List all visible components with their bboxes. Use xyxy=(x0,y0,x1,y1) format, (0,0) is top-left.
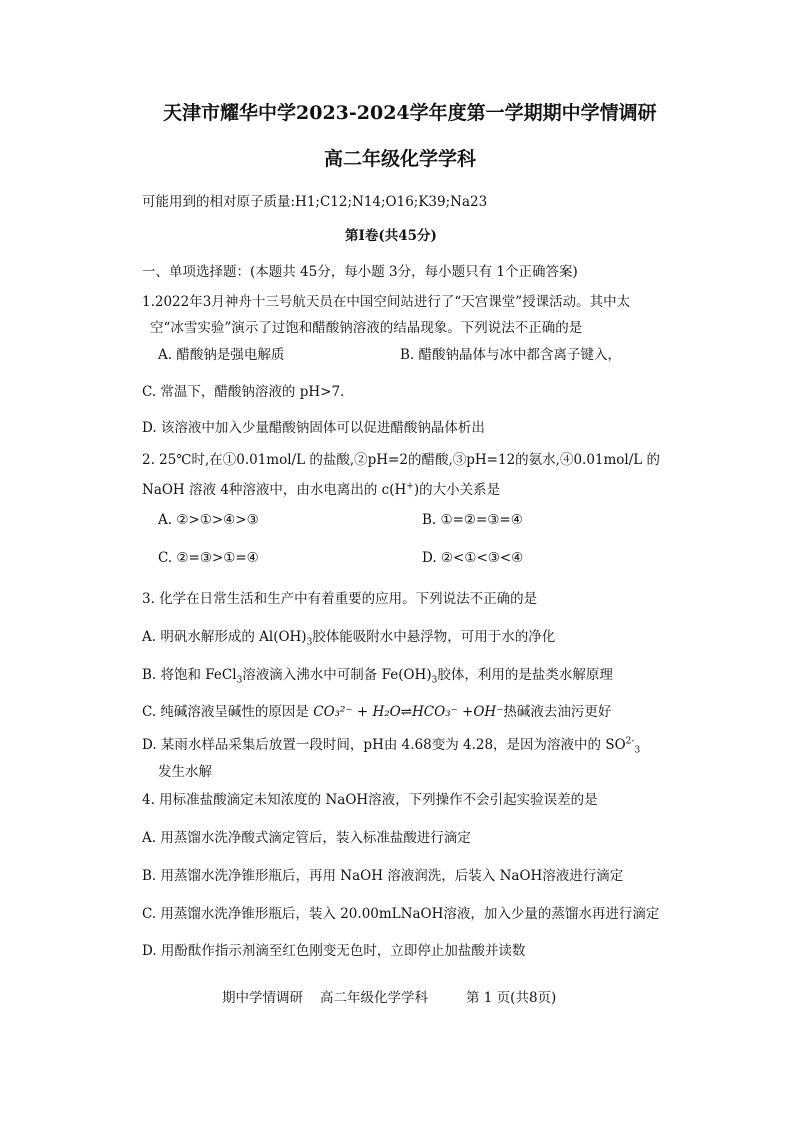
q1-option-a: A. 醋酸钠是强电解质 xyxy=(158,347,285,363)
q1-stem-line1: 1.2022年3月神舟十三号航天员在中国空间站进行了“天宫课堂”授课活动。其中太 xyxy=(142,294,631,310)
q3-option-a: A. 明矾水解形成的 $Al(OH)_3$胶体能吸附水中悬浮物，可用于水的净化 xyxy=(142,629,556,648)
q3-option-c: C. 纯碱溶液呈碱性的原因是 CO₃²⁻ + H₂O⇌HCO₃⁻ +OH⁻热碱液去油污更好 xyxy=(142,704,612,720)
exam-subtitle: 高二年级化学学科 xyxy=(324,148,477,170)
q2-stem-line2: NaOH 溶液 4种溶液中，由水电离出的 c(H+)的大小关系是 xyxy=(142,481,501,498)
part-intro: 一、单项选择题：(本题共 45分，每小题 3分，每小题只有 1个正确答案) xyxy=(142,264,578,280)
q2-option-c: C. ②=③>①=④ xyxy=(158,550,259,566)
exam-title: 天津市耀华中学2023-2024学年度第一学期期中学情调研 xyxy=(163,102,657,124)
q2-stem-line1: 2. 25℃时,在①0.01mol/L 的盐酸,②pH=2的醋酸,③pH=12的氨水,④0.01mol/L 的 xyxy=(142,452,661,468)
q3-option-d-line1: D. 某雨水样品采集后放置一段时间，pH由 4.68变为 4.28，是因为溶液中的 $SO^{2-}_3$ xyxy=(142,736,641,756)
q1-option-b: B. 醋酸钠晶体与冰中都含离子键入， xyxy=(400,347,622,363)
atomic-mass-line: 可能用到的相对原子质量:H1;C12;N14;O16;K39;Na23 xyxy=(142,194,488,210)
footer-grade-subject: 高二年级化学学科 xyxy=(320,990,428,1006)
q3-option-b: B. 将饱和 FeCl$_3$溶液滴入沸水中可制备 $Fe(OH)_3$胶体，利用的是盐类水解原理 xyxy=(142,667,613,686)
q3-stem: 3. 化学在日常生活和生产中有着重要的应用。下列说法不正确的是 xyxy=(142,591,538,607)
footer-exam: 期中学情调研 xyxy=(222,990,303,1006)
q4-option-c: C. 用蒸馏水洗净锥形瓶后，装入 20.00mLNaOH溶液，加入少量的蒸馏水再进行滴定 xyxy=(142,906,660,922)
q2-option-d: D. ②<①<③<④ xyxy=(422,550,524,566)
section-title: 第Ⅰ卷(共45分) xyxy=(345,228,437,244)
q4-option-a: A. 用蒸馏水洗净酸式滴定管后，装入标准盐酸进行滴定 xyxy=(142,830,471,846)
q1-stem-line2: 空“冰雪实验”演示了过饱和醋酸钠溶液的结晶现象。下列说法不正确的是 xyxy=(150,320,583,336)
q4-option-b: B. 用蒸馏水洗净锥形瓶后，再用 NaOH 溶液润洗，后装入 NaOH溶液进行滴定 xyxy=(142,868,624,884)
q1-option-d: D. 该溶液中加入少量醋酸钠固体可以促进醋酸钠晶体析出 xyxy=(142,420,485,436)
carbonate-hydrolysis-equation: CO₃²⁻ + H₂O⇌HCO₃⁻ +OH⁻ xyxy=(313,704,504,720)
q1-option-c: C. 常温下，醋酸钠溶液的 pH>7. xyxy=(142,384,345,400)
q3-option-d-line2: 发生水解 xyxy=(158,764,212,780)
footer-page-number: 第 1 页(共8页) xyxy=(466,990,557,1006)
q4-stem: 4. 用标准盐酸滴定未知浓度的 NaOH溶液，下列操作不会引起实验误差的是 xyxy=(142,792,598,808)
q2-option-a: A. ②>①>④>③ xyxy=(158,512,259,528)
q4-option-d: D. 用酚酞作指示剂滴至红色刚变无色时，立即停止加盐酸并读数 xyxy=(142,943,526,959)
q2-option-b: B. ①=②=③=④ xyxy=(422,512,523,528)
